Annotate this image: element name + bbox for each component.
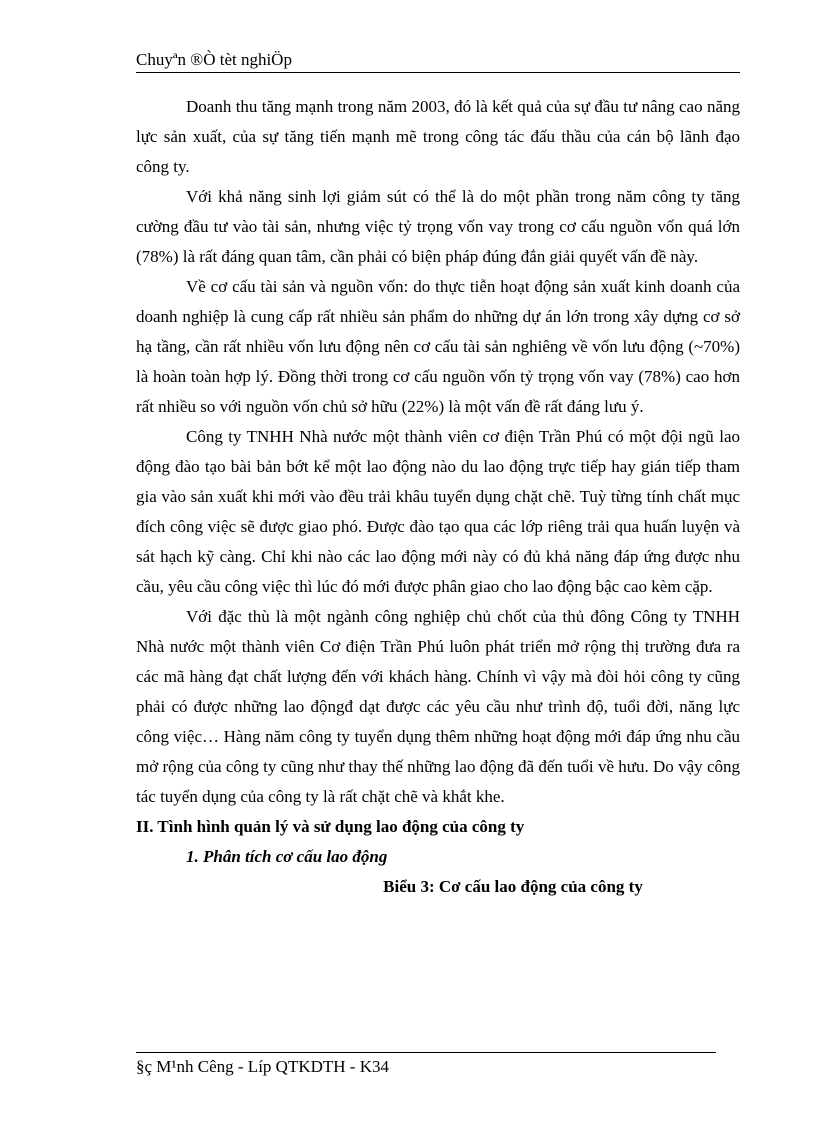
footer-text: §ç M¹nh Cêng - Líp QTKDTH - K34: [136, 1057, 389, 1076]
page-header: [136, 48, 740, 73]
page-footer: [136, 1054, 389, 1080]
paragraph-2: Với khả năng sinh lợi giảm sút có thể là do một phần trong năm công ty tăng cường đầu tư vào tài sản, nhưng việc tỷ trọng vốn vay trong cơ cấu nguồn vốn quá lớn (78%) là rất đáng quan tâm, cần phải có biện pháp đúng đắn giải quyết vấn đề này.: [136, 187, 740, 266]
document-body: [136, 92, 740, 902]
paragraph-4: Công ty TNHH Nhà nước một thành viên cơ điện Trần Phú có một đội ngũ lao động đào tạo bài bản bớt kể một lao động nào du lao động trực tiếp hay gián tiếp tham gia vào sản xuất khi mới vào đều trải khâu tuyển dụng chặt chẽ. Tuỳ từng tính chất mục đích công việc sẽ được giao phó. Được đào tạo qua các lớp riêng trải qua huấn luyện và sát hạch kỹ càng. Chỉ khi nào các lao động mới này có đủ khả năng đáp ứng được nhu cầu, yêu cầu công việc thì lúc đó mới được phân giao cho lao động bậc cao kèm cặp.: [136, 427, 740, 596]
paragraph-3: Về cơ cấu tài sản và nguồn vốn: do thực tiễn hoạt động sản xuất kinh doanh của doanh nghiệp là cung cấp rất nhiều sản phẩm do những dự án lớn trong xây dựng cơ sở hạ tầng, cần rất nhiều vốn lưu động nên cơ cấu tài sản nghiêng về vốn lưu động (~70%) là hoàn toàn hợp lý. Đồng thời trong cơ cấu nguồn vốn tỷ trọng vốn vay (78%) cao hơn rất nhiều so với nguồn vốn chủ sở hữu (22%) là một vấn đề rất đáng lưu ý.: [136, 277, 740, 416]
footer-divider: [136, 1052, 716, 1053]
header-title: Chuyªn ®Ò tèt nghiÖp: [136, 50, 292, 69]
subsection-heading: 1. Phân tích cơ cấu lao động: [186, 847, 388, 866]
table-caption: Biểu 3: Cơ cấu lao động của công ty: [383, 877, 643, 896]
section-heading: II. Tình hình quản lý và sử dụng lao động của công ty: [136, 817, 525, 836]
paragraph-5: Với đặc thù là một ngành công nghiệp chủ chốt của thủ đông Công ty TNHH Nhà nước một thành viên Cơ điện Trần Phú luôn phát triển mở rộng thị trường đưa ra các mã hàng đạt chất lượng đến với khách hàng. Chính vì vậy mà đòi hỏi công ty cũng phải có được những lao độngđ dạt được các yêu cầu như trình độ, tuổi đời, năng lực công việc… Hàng năm công ty tuyển dụng thêm những hoạt động mới đáp ứng nhu cầu mở rộng của công ty cũng như thay thế những lao động đã đến tuổi về hưu. Do vậy công tác tuyển dụng của công ty là rất chặt chẽ và khắt khe.: [136, 607, 740, 806]
paragraph-1: Doanh thu tăng mạnh trong năm 2003, đó là kết quả của sự đầu tư nâng cao năng lực sản xuất, của sự tăng tiến mạnh mẽ trong công tác đấu thầu của cán bộ lãnh đạo công ty.: [136, 97, 740, 176]
